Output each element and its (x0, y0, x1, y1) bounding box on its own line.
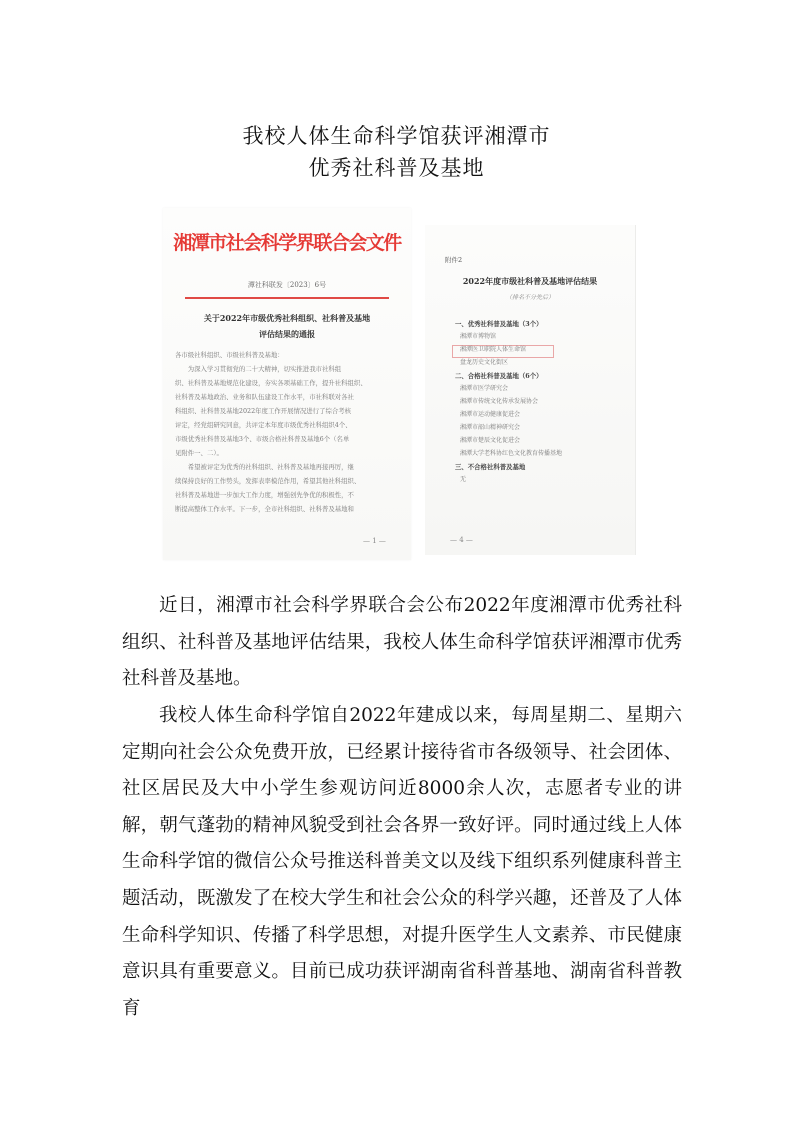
attachment-subtitle: （排名不分先后） (505, 294, 554, 301)
article-title-line-2: 优秀社科普及基地 (308, 156, 485, 180)
red-divider (185, 297, 389, 299)
attachment-title: 2022年度市级社科普及基地评估结果 (462, 276, 598, 286)
article-paragraph: 近日，湘潭市社会科学界联合会公布2022年度湘潭市优秀社科组织、社科普及基地评估结果，我校人体生命科学馆获评湘潭市优秀社科普及基地。 (122, 595, 682, 690)
page-number: — 1 — (363, 537, 386, 545)
attachment-section-heading: 一、优秀社科普及基地（3个） (455, 320, 543, 328)
doc-heading-line-1: 关于2022年市级优秀社科组织、社科普及基地 (203, 313, 371, 323)
article-paragraph: 我校人体生命科学馆自2022年建成以来，每周星期二、星期六定期向社会公众免费开放，已经累计接待省市各级领导、社会团体、社区居民及大中小学生参观访问近8000余人次，志愿者专业的讲解，朝气蓬勃的精神风貌受到社会各界一致好评。同时通过线上人体生命科学馆的微信公众号推送科普美文以及线下组织系列健康科普主题活动，既激发了在校大学生和社会公众的科学兴趣，还普及了人体生命科学知识、传播了科学思想，对提升医学生人文素养、市民健康意识具有重要意义。目前已成功获评湖南省科普基地、湖南省科普教育 (122, 705, 682, 1019)
attachment-list-item: 湘潭市楚辰文化促进会 (460, 437, 521, 444)
article-title-line-1: 我校人体生命科学馆获评湘潭市 (242, 124, 551, 148)
attachment-list-item: 湘潭市韶山精神研究会 (460, 424, 521, 431)
scanned-notice-document (163, 208, 411, 560)
attachment-section-heading: 三、不合格社科普及基地 (455, 463, 526, 471)
doc-body-line: 市级优秀社科普及基地3个、市级合格社科普及基地6个（名单 (175, 435, 350, 443)
attachment-list-item: 盘龙历史文化街区 (460, 359, 509, 366)
attachment-list-item: 无 (460, 476, 467, 483)
attachment-list-item: 湘潭市博物馆 (460, 333, 497, 340)
doc-body-line: 为深入学习贯彻党的二十大精神，切实推进我市社科组 (175, 365, 342, 373)
attachment-list-item: 湘潭市传统文化传承发展协会 (460, 398, 539, 405)
attachment-list-item: 湘潭市医学研究会 (460, 385, 509, 392)
doc-red-header: 湘潭市社会科学界联合会文件 (173, 232, 401, 254)
doc-body-line: 评定，经党组研究同意，共评定本年度市级优秀社科组织4个、 (175, 421, 352, 429)
doc-body-line: 续保持良好的工作势头，发挥表率模范作用，希望其他社科组织、 (175, 477, 361, 485)
page-number: — 4 — (450, 536, 473, 544)
doc-body-line: 社科普及基地进一步加大工作力度，增强创先争优的积极性，不 (175, 491, 354, 499)
attachment-section-heading: 二、合格社科普及基地（6个） (455, 372, 543, 380)
doc-body-line: 社科普及基地政治、业务和队伍建设工作水平，市社科联对各社 (175, 393, 354, 401)
doc-body-line: 织、社科普及基地规范化建设，夯实各项基础工作，提升社科组织、 (175, 379, 367, 387)
attachment-label: 附件2 (445, 256, 463, 264)
doc-number: 潭社科联发〔2023〕6号 (247, 281, 327, 289)
scanned-attachment-document (425, 225, 636, 555)
doc-heading-line-2: 评估结果的通报 (259, 329, 315, 339)
doc-body-line: 希望被评定为优秀的社科组织、社科普及基地再接再厉，继 (175, 463, 354, 471)
doc-body-line: 各市级社科组织、市级社科普及基地： (175, 351, 284, 359)
doc-body-line: 科组织、社科普及基地2022年度工作开展情况进行了综合考核 (175, 407, 352, 415)
attachment-list-item: 湘潭医卫职院人体生命馆 (460, 346, 527, 353)
doc-body-line: 断提高整体工作水平。下一步，全市社科组织、社科普及基地和 (175, 505, 354, 513)
attachment-list-item: 湘潭大学老科协红色文化教育传播基地 (460, 450, 563, 457)
doc-body-line: 见附件一、二）。 (175, 449, 223, 457)
attachment-list-item: 湘潭市运动健康促进会 (460, 411, 521, 418)
